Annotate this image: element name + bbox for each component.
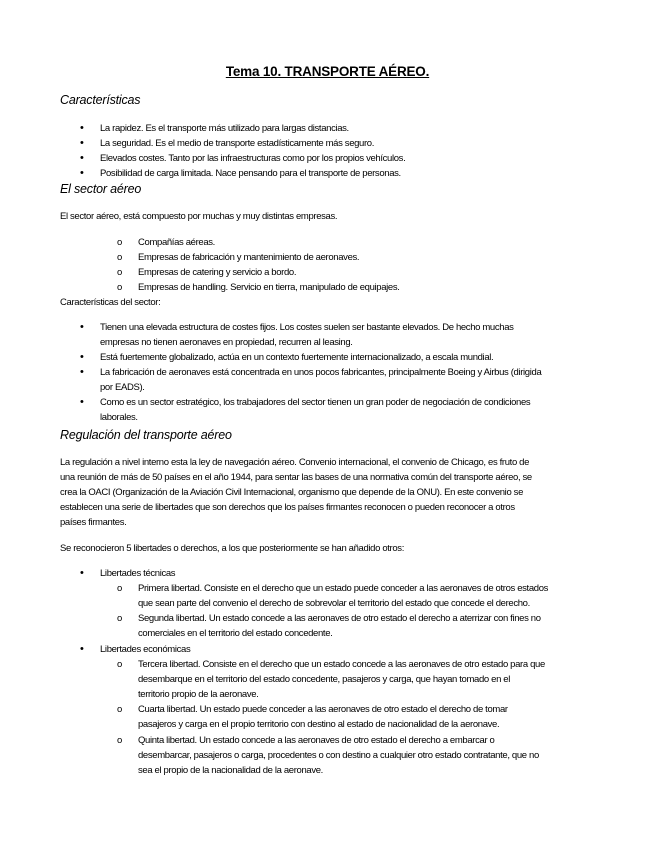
bullet-icon: •	[80, 567, 84, 579]
cuarta-libertad	[138, 702, 508, 732]
bullet-icon: •	[80, 643, 84, 655]
heading-sector-aereo: El sector aéreo	[60, 182, 142, 196]
paragraph-line: desembarque en el territorio del estado concedente, pasajeros y carga, que hayan tomado en el	[138, 674, 510, 685]
list-item-line: • Como es un sector estratégico, los trabajadores del sector tienen un gran poder de negociación de condiciones	[100, 397, 531, 408]
circle-bullet-icon: o	[117, 735, 123, 746]
empresas-list	[138, 235, 400, 295]
list-item-line: • Tienen una elevada estructura de costes fijos. Los costes suelen ser bastante elevados. De hecho muchas	[100, 322, 514, 333]
segunda-libertad	[138, 611, 541, 641]
heading-caracteristicas: Características	[60, 93, 141, 107]
primera-libertad	[138, 581, 548, 611]
circle-bullet-icon: o	[117, 659, 123, 670]
list-item	[100, 320, 541, 350]
regulacion-paragraph	[60, 455, 532, 530]
heading-regulacion: Regulación del transporte aéreo	[60, 428, 232, 442]
paragraph-line: pasajeros y carga en el propio territorio con destino al estado de nacionalidad de la aeronave.	[138, 719, 500, 730]
caracteristicas-list	[100, 121, 405, 181]
list-item-line: • La fabricación de aeronaves está concentrada en unos pocos fabricantes, principalmente Boeing y Airbus (dirigida	[100, 367, 542, 378]
paragraph-line: Cuarta libertad. Un estado puede conceder a las aeronaves de otro estado el derecho de tomar	[138, 704, 508, 715]
paragraph-line: Tercera libertad. Consiste en el derecho que un estado concede a las aeronaves de otro estado para que	[138, 659, 545, 670]
list-item: o Empresas de fabricación y mantenimiento de aeronaves.	[138, 250, 400, 265]
paragraph-line: territorio propio de la aeronave.	[138, 689, 259, 700]
list-item: • La seguridad. Es el medio de transporte estadísticamente más seguro.	[100, 136, 405, 151]
sector-intro: El sector aéreo, está compuesto por muchas y muy distintas empresas.	[60, 211, 338, 222]
list-item-line: empresas no tienen aeronaves en propiedad, recurren al leasing.	[100, 337, 353, 348]
paragraph-line: países firmantes.	[60, 517, 127, 528]
caracteristicas-sector-list	[100, 320, 541, 425]
list-item-line: por EADS).	[100, 382, 145, 393]
paragraph-line: Segunda libertad. Un estado concede a las aeronaves de otro estado el derecho a aterrizar con fines no	[138, 613, 541, 624]
list-item-line: • Está fuertemente globalizado, actúa en un contexto fuertemente internacionalizado, a escala mundial.	[100, 352, 494, 363]
libertades-economicas-label: Libertades económicas	[100, 644, 191, 655]
circle-bullet-icon: o	[117, 583, 123, 594]
paragraph-line: desembarcar, pasajeros o carga, procedentes o con destino a cualquier otro estado contratante, que no	[138, 750, 539, 761]
paragraph-line: comerciales en el territorio del estado concedente.	[138, 628, 333, 639]
list-item: o Empresas de catering y servicio a bordo.	[138, 265, 400, 280]
tercera-libertad	[138, 657, 545, 702]
circle-bullet-icon: o	[117, 613, 123, 624]
libertades-intro: Se reconocieron 5 libertades o derechos, a los que posteriormente se han añadido otros:	[60, 543, 404, 554]
paragraph-line: crea la OACI (Organización de la Aviación Civil Internacional, organismo que depende de la ONU). En este convenio se	[60, 487, 524, 498]
list-item: o Compañías aéreas.	[138, 235, 400, 250]
list-item: • Elevados costes. Tanto por las infraestructuras como por los propios vehículos.	[100, 151, 405, 166]
paragraph-line: que sean parte del convenio el derecho de sobrevolar el territorio del estado que concede el derecho.	[138, 598, 530, 609]
libertades-tecnicas-label: Libertades técnicas	[100, 568, 176, 579]
list-item: • Posibilidad de carga limitada. Nace pensando para el transporte de personas.	[100, 166, 405, 181]
circle-bullet-icon: o	[117, 704, 123, 715]
list-item-line: laborales.	[100, 412, 138, 423]
paragraph-line: establecen una serie de libertades que son derechos que los países firmantes reconocen o pueden reconocer a otros	[60, 502, 515, 513]
paragraph-line: Quinta libertad. Un estado concede a las aeronaves de otro estado el derecho a embarcar o	[138, 735, 495, 746]
quinta-libertad	[138, 733, 539, 778]
paragraph-line: La regulación a nivel interno esta la ley de navegación aéreo. Convenio internacional, el convenio de Chicago, es fruto de	[60, 457, 530, 468]
paragraph-line: sea el propio de la nacionalidad de la aeronave.	[138, 765, 323, 776]
paragraph-line: Primera libertad. Consiste en el derecho que un estado puede conceder a las aeronaves de otros estados	[138, 583, 549, 594]
list-item	[100, 365, 541, 395]
document-title: Tema 10. TRANSPORTE AÉREO.	[225, 64, 430, 79]
list-item	[100, 350, 541, 365]
paragraph-line: una reunión de más de 50 países en el año 1944, para sentar las bases de una normativa común del transporte aéreo, se	[60, 472, 532, 483]
list-item: • La rapidez. Es el transporte más utilizado para largas distancias.	[100, 121, 405, 136]
caracteristicas-sector-label: Características del sector:	[60, 297, 161, 308]
list-item	[100, 395, 541, 425]
list-item: o Empresas de handling. Servicio en tierra, manipulado de equipajes.	[138, 280, 400, 295]
